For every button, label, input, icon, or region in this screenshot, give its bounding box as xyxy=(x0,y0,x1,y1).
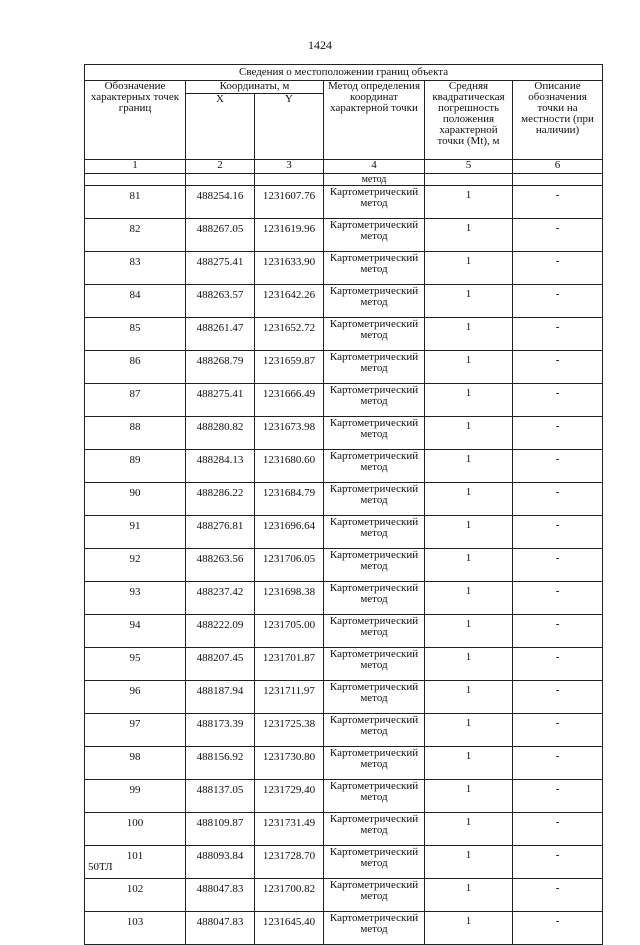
header-designation: Обозначение характерных точек границ xyxy=(85,81,186,160)
x-coordinate-cell: 488047.83 xyxy=(186,879,255,912)
x-coordinate-cell: 488275.41 xyxy=(186,384,255,417)
method-cell: Картометрический метод xyxy=(324,318,425,351)
description-text: - xyxy=(555,453,560,465)
point-number-cell: 83 xyxy=(85,252,186,285)
description-text: - xyxy=(555,321,560,333)
point-number-cell: 86 xyxy=(85,351,186,384)
accuracy-cell: 1 xyxy=(425,384,513,417)
method-cell: Картометрический метод xyxy=(324,648,425,681)
description-text: - xyxy=(555,585,560,597)
header-description: Описание обозначения точки на местности (при наличии) xyxy=(513,81,603,160)
description-cell xyxy=(513,351,603,384)
description-cell xyxy=(513,813,603,846)
point-number-cell: 84 xyxy=(85,285,186,318)
point-number-cell: 96 xyxy=(85,681,186,714)
description-cell xyxy=(513,780,603,813)
description-cell xyxy=(513,285,603,318)
y-coordinate-cell: 1231666.49 xyxy=(255,384,324,417)
y-coordinate-cell: 1231696.64 xyxy=(255,516,324,549)
method-cell: Картометрический метод xyxy=(324,681,425,714)
y-coordinate-cell: 1231645.40 xyxy=(255,912,324,945)
y-coordinate-cell: 1231701.87 xyxy=(255,648,324,681)
table-row xyxy=(85,417,603,450)
description-cell xyxy=(513,516,603,549)
description-cell xyxy=(513,879,603,912)
table-row xyxy=(85,384,603,417)
y-coordinate-cell: 1231700.82 xyxy=(255,879,324,912)
x-coordinate-cell: 488267.05 xyxy=(186,219,255,252)
column-number-row xyxy=(85,160,603,174)
point-number-cell: 94 xyxy=(85,615,186,648)
y-coordinate-cell: 1231731.49 xyxy=(255,813,324,846)
x-coordinate-cell: 488222.09 xyxy=(186,615,255,648)
description-text: - xyxy=(555,387,560,399)
method-cell: Картометрический метод xyxy=(324,615,425,648)
x-coordinate-cell: 488275.41 xyxy=(186,252,255,285)
description-cell xyxy=(513,582,603,615)
table-row xyxy=(85,318,603,351)
point-number-cell: 102 xyxy=(85,879,186,912)
accuracy-cell: 1 xyxy=(425,219,513,252)
method-cell: Картометрический метод xyxy=(324,351,425,384)
description-cell xyxy=(513,615,603,648)
description-cell xyxy=(513,912,603,945)
x-coordinate-cell: 488137.05 xyxy=(186,780,255,813)
description-cell xyxy=(513,549,603,582)
y-coordinate-cell: 1231633.90 xyxy=(255,252,324,285)
description-text: - xyxy=(555,420,560,432)
table-row xyxy=(85,648,603,681)
x-coordinate-cell: 488093.84 xyxy=(186,846,255,879)
table-row xyxy=(85,549,603,582)
method-cell: Картометрический метод xyxy=(324,549,425,582)
table-row xyxy=(85,351,603,384)
description-cell xyxy=(513,747,603,780)
method-cell: Картометрический метод xyxy=(324,285,425,318)
description-text: - xyxy=(555,552,560,564)
x-coordinate-cell: 488173.39 xyxy=(186,714,255,747)
description-cell xyxy=(513,483,603,516)
column-number: 5 xyxy=(425,160,513,174)
accuracy-cell: 1 xyxy=(425,417,513,450)
description-text: - xyxy=(555,849,560,861)
column-number: 2 xyxy=(186,160,255,174)
y-coordinate-cell: 1231684.79 xyxy=(255,483,324,516)
point-number-cell: 93 xyxy=(85,582,186,615)
table-row xyxy=(85,681,603,714)
method-cell: Картометрический метод xyxy=(324,384,425,417)
description-cell xyxy=(513,417,603,450)
column-number: 1 xyxy=(85,160,186,174)
x-coordinate-cell: 488187.94 xyxy=(186,681,255,714)
description-cell xyxy=(513,846,603,879)
y-coordinate-cell: 1231619.96 xyxy=(255,219,324,252)
x-coordinate-cell: 488276.81 xyxy=(186,516,255,549)
y-coordinate-cell: 1231698.38 xyxy=(255,582,324,615)
method-cell: Картометрический метод xyxy=(324,879,425,912)
accuracy-cell: 1 xyxy=(425,813,513,846)
y-coordinate-cell: 1231607.76 xyxy=(255,186,324,219)
accuracy-cell: 1 xyxy=(425,714,513,747)
header-accuracy: Средняя квадратическая погрешность положения характерной точки (Mt), м xyxy=(425,81,513,160)
y-coordinate-cell: 1231706.05 xyxy=(255,549,324,582)
x-coordinate-cell: 488109.87 xyxy=(186,813,255,846)
header-coordinates: Координаты, м xyxy=(186,81,324,94)
table-row xyxy=(85,846,603,879)
point-number-cell: 101 xyxy=(85,846,186,879)
table-row xyxy=(85,615,603,648)
point-number-cell: 98 xyxy=(85,747,186,780)
description-cell xyxy=(513,186,603,219)
description-cell xyxy=(513,450,603,483)
accuracy-cell: 1 xyxy=(425,186,513,219)
table-row xyxy=(85,516,603,549)
description-text: - xyxy=(555,519,560,531)
point-number-cell: 100 xyxy=(85,813,186,846)
point-number-cell: 97 xyxy=(85,714,186,747)
x-coordinate-cell: 488047.83 xyxy=(186,912,255,945)
description-text: - xyxy=(555,684,560,696)
point-number-cell: 99 xyxy=(85,780,186,813)
point-number-cell: 89 xyxy=(85,450,186,483)
accuracy-cell: 1 xyxy=(425,648,513,681)
description-cell xyxy=(513,648,603,681)
column-number: 4 xyxy=(324,160,425,174)
x-coordinate-cell: 488156.92 xyxy=(186,747,255,780)
description-text: - xyxy=(555,618,560,630)
accuracy-cell: 1 xyxy=(425,912,513,945)
method-cell: Картометрический метод xyxy=(324,780,425,813)
accuracy-cell: 1 xyxy=(425,516,513,549)
x-coordinate-cell: 488263.57 xyxy=(186,285,255,318)
description-cell xyxy=(513,714,603,747)
accuracy-cell: 1 xyxy=(425,549,513,582)
point-number-cell: 81 xyxy=(85,186,186,219)
method-cell: Картометрический метод xyxy=(324,582,425,615)
y-coordinate-cell: 1231728.70 xyxy=(255,846,324,879)
x-coordinate-cell: 488286.22 xyxy=(186,483,255,516)
accuracy-cell: 1 xyxy=(425,879,513,912)
point-number-cell: 85 xyxy=(85,318,186,351)
point-number-cell: 91 xyxy=(85,516,186,549)
method-cell: Картометрический метод xyxy=(324,219,425,252)
table-row xyxy=(85,879,603,912)
column-number: 3 xyxy=(255,160,324,174)
table-title: Сведения о местоположении границ объекта xyxy=(85,65,603,81)
description-text: - xyxy=(555,255,560,267)
x-coordinate-cell: 488254.16 xyxy=(186,186,255,219)
page-number: 1424 xyxy=(308,38,332,52)
boundary-points-table xyxy=(84,64,603,945)
description-text: - xyxy=(555,288,560,300)
description-cell xyxy=(513,681,603,714)
description-text: - xyxy=(555,783,560,795)
table-row xyxy=(85,285,603,318)
description-cell xyxy=(513,318,603,351)
header-y: Y xyxy=(255,94,324,160)
description-text: - xyxy=(555,882,560,894)
method-cell: Картометрический метод xyxy=(324,912,425,945)
x-coordinate-cell: 488261.47 xyxy=(186,318,255,351)
table-row xyxy=(85,912,603,945)
accuracy-cell: 1 xyxy=(425,450,513,483)
method-cell: Картометрический метод xyxy=(324,186,425,219)
x-coordinate-cell: 488280.82 xyxy=(186,417,255,450)
point-number-cell: 95 xyxy=(85,648,186,681)
accuracy-cell: 1 xyxy=(425,252,513,285)
accuracy-cell: 1 xyxy=(425,351,513,384)
method-cell: Картометрический метод xyxy=(324,252,425,285)
accuracy-cell: 1 xyxy=(425,483,513,516)
description-text: - xyxy=(555,486,560,498)
x-coordinate-cell: 488263.56 xyxy=(186,549,255,582)
method-cell: Картометрический метод xyxy=(324,813,425,846)
description-text: - xyxy=(555,651,560,663)
continuation-row xyxy=(85,174,603,186)
x-coordinate-cell: 488284.13 xyxy=(186,450,255,483)
header-method: Метод определения координат характерной точки xyxy=(324,81,425,160)
y-coordinate-cell: 1231705.00 xyxy=(255,615,324,648)
point-number-cell: 88 xyxy=(85,417,186,450)
description-cell xyxy=(513,219,603,252)
x-coordinate-cell: 488207.45 xyxy=(186,648,255,681)
continuation-text: метод xyxy=(324,174,425,186)
y-coordinate-cell: 1231680.60 xyxy=(255,450,324,483)
y-coordinate-cell: 1231642.26 xyxy=(255,285,324,318)
point-number-cell: 87 xyxy=(85,384,186,417)
y-coordinate-cell: 1231711.97 xyxy=(255,681,324,714)
table-row xyxy=(85,483,603,516)
method-cell: Картометрический метод xyxy=(324,846,425,879)
accuracy-cell: 1 xyxy=(425,615,513,648)
x-coordinate-cell: 488268.79 xyxy=(186,351,255,384)
column-number: 6 xyxy=(513,160,603,174)
footer-code: 50ТЛ xyxy=(88,861,113,873)
description-text: - xyxy=(555,816,560,828)
point-number-cell: 103 xyxy=(85,912,186,945)
accuracy-cell: 1 xyxy=(425,285,513,318)
table-row xyxy=(85,780,603,813)
y-coordinate-cell: 1231673.98 xyxy=(255,417,324,450)
table-row xyxy=(85,714,603,747)
method-cell: Картометрический метод xyxy=(324,516,425,549)
method-cell: Картометрический метод xyxy=(324,714,425,747)
accuracy-cell: 1 xyxy=(425,780,513,813)
method-cell: Картометрический метод xyxy=(324,747,425,780)
description-text: - xyxy=(555,750,560,762)
method-cell: Картометрический метод xyxy=(324,483,425,516)
x-coordinate-cell: 488237.42 xyxy=(186,582,255,615)
header-x: X xyxy=(186,94,255,160)
y-coordinate-cell: 1231725.38 xyxy=(255,714,324,747)
table-row xyxy=(85,582,603,615)
y-coordinate-cell: 1231652.72 xyxy=(255,318,324,351)
description-text: - xyxy=(555,717,560,729)
table-row xyxy=(85,252,603,285)
description-cell xyxy=(513,252,603,285)
accuracy-cell: 1 xyxy=(425,846,513,879)
accuracy-cell: 1 xyxy=(425,747,513,780)
accuracy-cell: 1 xyxy=(425,582,513,615)
table-row xyxy=(85,450,603,483)
method-cell: Картометрический метод xyxy=(324,417,425,450)
y-coordinate-cell: 1231659.87 xyxy=(255,351,324,384)
y-coordinate-cell: 1231729.40 xyxy=(255,780,324,813)
method-cell: Картометрический метод xyxy=(324,450,425,483)
table-row xyxy=(85,219,603,252)
point-number-cell: 92 xyxy=(85,549,186,582)
description-text: - xyxy=(555,915,560,927)
table-row xyxy=(85,813,603,846)
accuracy-cell: 1 xyxy=(425,318,513,351)
accuracy-cell: 1 xyxy=(425,681,513,714)
point-number-cell: 82 xyxy=(85,219,186,252)
y-coordinate-cell: 1231730.80 xyxy=(255,747,324,780)
description-text: - xyxy=(555,222,560,234)
point-number-cell: 90 xyxy=(85,483,186,516)
description-text: - xyxy=(555,354,560,366)
table-row xyxy=(85,186,603,219)
table-row xyxy=(85,747,603,780)
description-text: - xyxy=(555,189,560,201)
description-cell xyxy=(513,384,603,417)
